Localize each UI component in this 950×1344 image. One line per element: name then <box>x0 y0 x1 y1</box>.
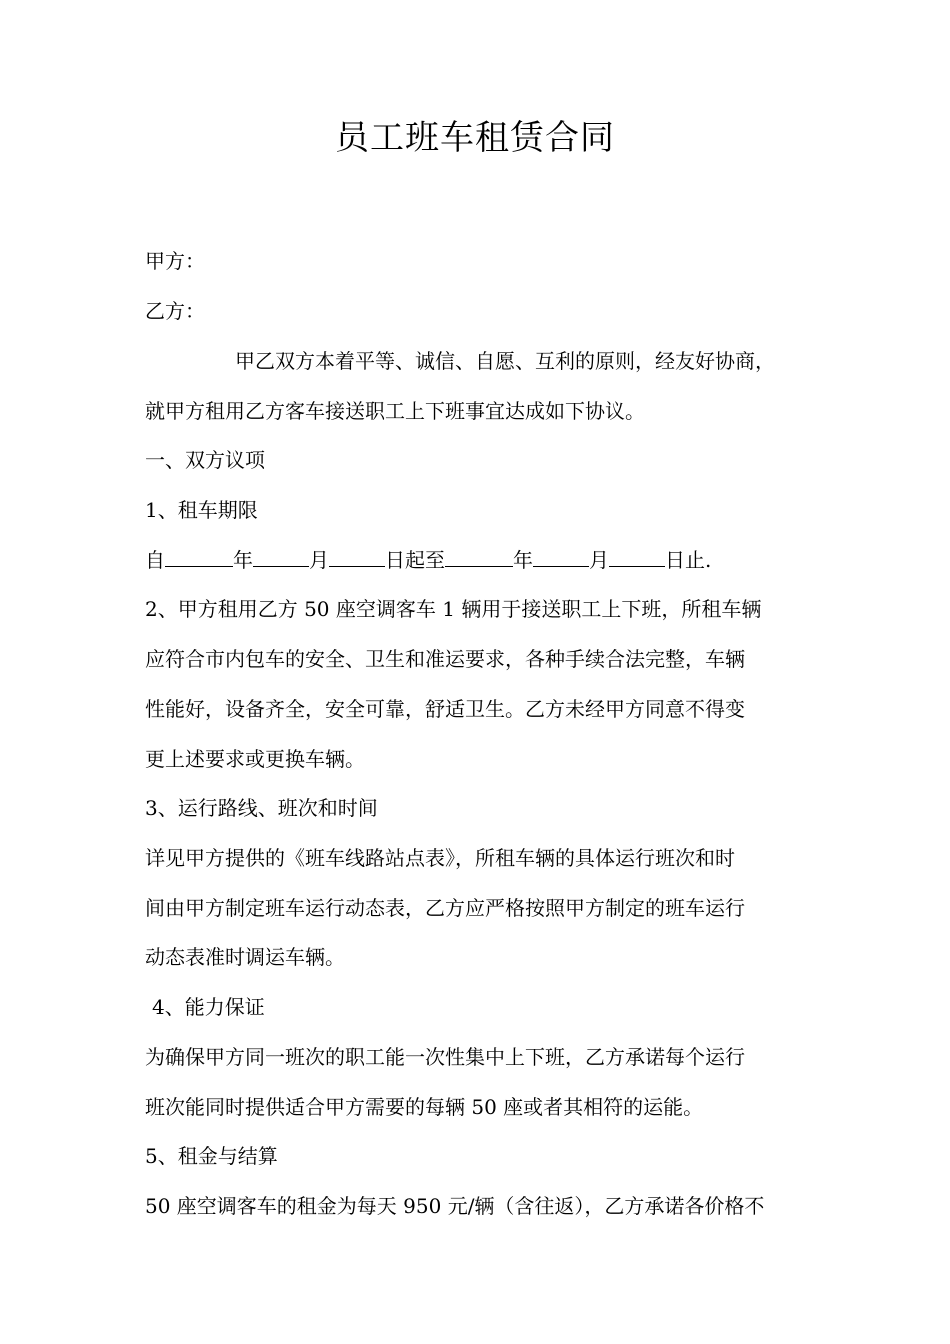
item5-heading: 5、租金与结算 <box>145 1144 278 1168</box>
section1-heading: 一、双方议项 <box>145 448 265 472</box>
item4-line-1: 为确保甲方同一班次的职工能一次性集中上下班，乙方承诺每个运行 <box>145 1045 745 1069</box>
start-year-blank[interactable] <box>165 548 233 567</box>
item2-line-2: 应符合市内包车的安全、卫生和准运要求，各种手续合法完整，车辆 <box>145 647 745 671</box>
item3-line-3: 动态表准时调运车辆。 <box>145 945 345 969</box>
item2-line-1: 2、甲方租用乙方 50 座空调客车 1 辆用于接送职工上下班，所租车辆 <box>145 597 762 621</box>
start-month-blank[interactable] <box>253 548 309 567</box>
period-day-to: 日止. <box>665 548 712 572</box>
item2-line-3: 性能好，设备齐全，安全可靠，舒适卫生。乙方未经甲方同意不得变 <box>145 697 745 721</box>
end-day-blank[interactable] <box>609 548 665 567</box>
rental-period-line <box>145 545 810 575</box>
party-b-label: 乙方： <box>145 299 205 323</box>
period-year: 年 <box>233 548 253 572</box>
period-day-from: 日起至 <box>385 548 445 572</box>
party-a-label: 甲方： <box>145 249 205 273</box>
item3-heading: 3、运行路线、班次和时间 <box>145 796 378 820</box>
item3-line-2: 间由甲方制定班车运行动态表，乙方应严格按照甲方制定的班车运行 <box>145 896 745 920</box>
start-day-blank[interactable] <box>329 548 385 567</box>
document-title: 员工班车租赁合同 <box>335 118 615 158</box>
period-month2: 月 <box>589 548 609 572</box>
period-from: 自 <box>145 548 165 572</box>
item1-heading: 1、租车期限 <box>145 498 258 522</box>
end-month-blank[interactable] <box>533 548 589 567</box>
item4-heading: 4、能力保证 <box>152 995 265 1019</box>
item5-line-1: 50 座空调客车的租金为每天 950 元/辆（含往返），乙方承诺各价格不 <box>145 1194 765 1218</box>
end-year-blank[interactable] <box>445 548 513 567</box>
intro-line-1: 甲乙双方本着平等、诚信、自愿、互利的原则，经友好协商， <box>235 349 775 373</box>
period-year2: 年 <box>513 548 533 572</box>
intro-line-2: 就甲方租用乙方客车接送职工上下班事宜达成如下协议。 <box>145 399 645 423</box>
item3-line-1: 详见甲方提供的《班车线路站点表》，所租车辆的具体运行班次和时 <box>145 846 735 870</box>
item2-line-4: 更上述要求或更换车辆。 <box>145 747 365 771</box>
period-month: 月 <box>309 548 329 572</box>
item4-line-2: 班次能同时提供适合甲方需要的每辆 50 座或者其相符的运能。 <box>145 1095 704 1119</box>
